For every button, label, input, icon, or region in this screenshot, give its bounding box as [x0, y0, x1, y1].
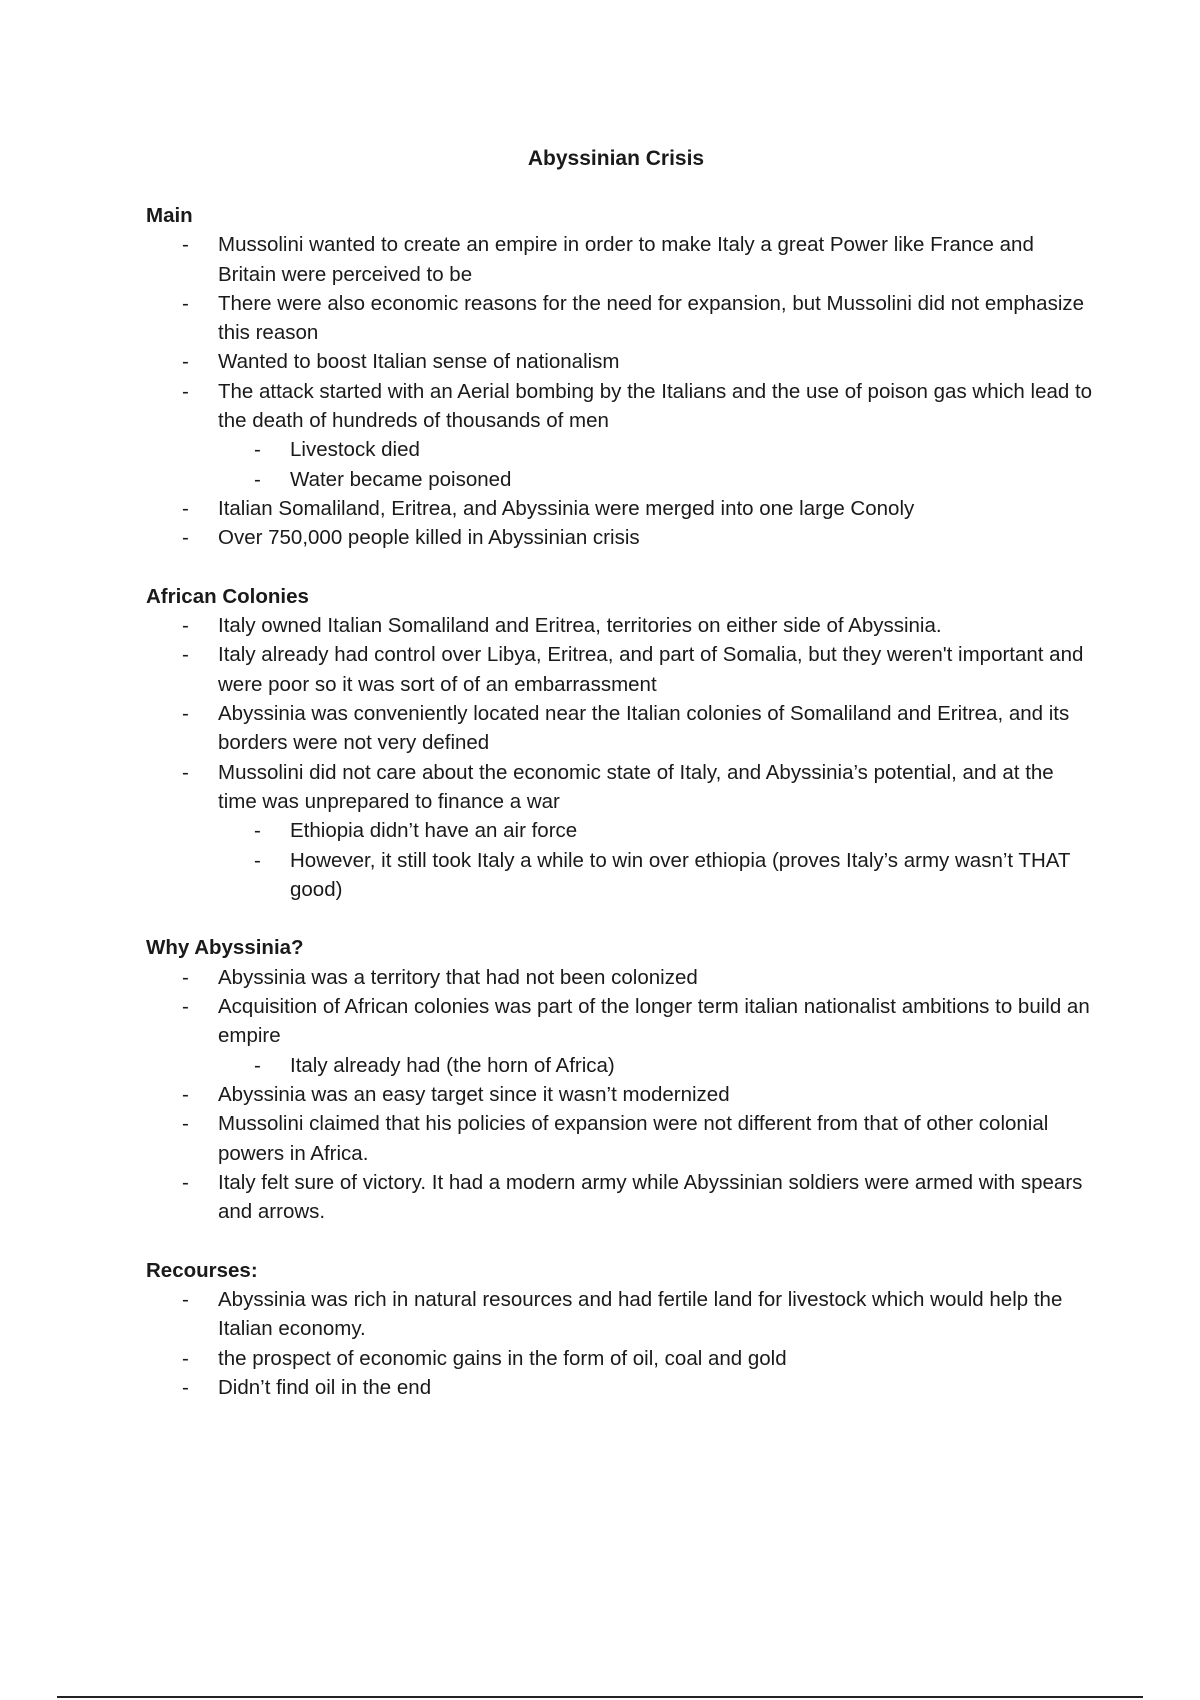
dash-bullet-icon: - — [182, 1346, 189, 1370]
document-body — [146, 201, 1096, 1431]
bullet-text: Italy owned Italian Somaliland and Eritrea, territories on either side of Abyssinia. — [218, 614, 942, 638]
bullet-text: Wanted to boost Italian sense of nationalism — [218, 350, 620, 374]
sub-bullet-list — [218, 435, 1096, 494]
section — [146, 582, 1096, 904]
bullet-item — [146, 640, 1096, 699]
bullet-item — [146, 523, 1096, 552]
section-heading: Recourses: — [146, 1258, 258, 1282]
bullet-text: Abyssinia was an easy target since it wasn’t modernized — [218, 1082, 730, 1106]
sub-bullet-list — [218, 816, 1096, 904]
sub-bullet-text: Water became poisoned — [290, 467, 512, 491]
bullet-list — [146, 230, 1096, 552]
bullet-item — [146, 494, 1096, 523]
dash-bullet-icon: - — [182, 760, 189, 784]
bullet-item — [146, 377, 1096, 494]
bullet-text: Abyssinia was rich in natural resources and had fertile land for livestock which would help the Italian economy. — [218, 1287, 1063, 1341]
bullet-text: Abyssinia was conveniently located near the Italian colonies of Somaliland and Eritrea, and its borders were not very defined — [218, 702, 1070, 755]
bullet-text: Over 750,000 people killed in Abyssinian crisis — [218, 526, 640, 550]
dash-bullet-icon: - — [182, 496, 189, 520]
sub-bullet-item — [218, 846, 1096, 905]
bullet-text: The attack started with an Aerial bombing by the Italians and the use of poison gas which lead to the death of hundreds of thousands of men — [218, 379, 1093, 433]
dash-bullet-icon: - — [182, 291, 189, 315]
dash-bullet-icon: - — [182, 995, 189, 1019]
sub-bullet-item — [218, 816, 1096, 845]
dash-bullet-icon: - — [182, 643, 189, 667]
bullet-text: Italian Somaliland, Eritrea, and Abyssinia were merged into one large Conoly — [218, 496, 915, 520]
bullet-item — [146, 1080, 1096, 1109]
bullet-item — [146, 1109, 1096, 1168]
bullet-item — [146, 1373, 1096, 1402]
bullet-item — [146, 992, 1096, 1080]
dash-bullet-icon: - — [254, 1053, 261, 1077]
bullet-text: Mussolini wanted to create an empire in order to make Italy a great Power like France and Britain were perceived to be — [218, 233, 1034, 286]
bullet-text: Italy felt sure of victory. It had a modern army while Abyssinian soldiers were armed with spears and arrows. — [218, 1170, 1083, 1224]
section — [146, 933, 1096, 1226]
sub-bullet-item — [218, 1051, 1096, 1080]
bullet-item — [146, 699, 1096, 758]
section — [146, 1256, 1096, 1402]
dash-bullet-icon: - — [182, 1375, 189, 1399]
sub-bullet-text: However, it still took Italy a while to win over ethiopia (proves Italy’s army wasn’t THAT good) — [290, 848, 1071, 901]
bullet-item — [146, 347, 1096, 376]
bullet-text: There were also economic reasons for the need for expansion, but Mussolini did not emphasize this reason — [218, 291, 1085, 345]
bullet-list — [146, 963, 1096, 1227]
bullet-text: Acquisition of African colonies was part of the longer term italian nationalist ambitions to build an empire — [218, 995, 1090, 1048]
sub-bullet-text: Italy already had (the horn of Africa) — [290, 1053, 615, 1077]
dash-bullet-icon: - — [182, 379, 189, 403]
sub-bullet-text: Livestock died — [290, 438, 420, 462]
sub-bullet-item — [218, 465, 1096, 494]
bullet-text: Mussolini claimed that his policies of expansion were not different from that of other colonial powers in Africa. — [218, 1112, 1049, 1165]
section-heading: Why Abyssinia? — [146, 936, 304, 960]
bullet-item — [146, 1285, 1096, 1344]
sub-bullet-text: Ethiopia didn’t have an air force — [290, 819, 578, 843]
sub-bullet-list — [218, 1051, 1096, 1080]
bullet-item — [146, 1168, 1096, 1227]
dash-bullet-icon: - — [254, 438, 261, 462]
bullet-item — [146, 963, 1096, 992]
dash-bullet-icon: - — [182, 702, 189, 726]
bullet-text: the prospect of economic gains in the form of oil, coal and gold — [218, 1346, 787, 1370]
dash-bullet-icon: - — [182, 614, 189, 638]
dash-bullet-icon: - — [182, 1170, 189, 1194]
bullet-item — [146, 289, 1096, 348]
bullet-text: Abyssinia was a territory that had not been colonized — [218, 965, 698, 989]
bullet-text: Italy already had control over Libya, Eritrea, and part of Somalia, but they weren't important and were poor so it was sort of of an embarrassment — [218, 643, 1084, 696]
sub-bullet-item — [218, 435, 1096, 464]
bullet-item — [146, 758, 1096, 904]
bullet-list — [146, 611, 1096, 904]
section-heading: Main — [146, 204, 193, 227]
footer-rule — [57, 1696, 1143, 1698]
section-heading: African Colonies — [146, 584, 309, 608]
dash-bullet-icon: - — [254, 848, 261, 872]
bullet-item — [146, 230, 1096, 289]
document-title: Abyssinian Crisis — [527, 147, 705, 170]
bullet-item — [146, 611, 1096, 640]
dash-bullet-icon: - — [182, 1082, 189, 1106]
dash-bullet-icon: - — [254, 467, 261, 491]
bullet-list — [146, 1285, 1096, 1402]
bullet-text: Didn’t find oil in the end — [218, 1375, 432, 1399]
dash-bullet-icon: - — [182, 1112, 189, 1136]
dash-bullet-icon: - — [182, 1287, 189, 1311]
dash-bullet-icon: - — [182, 350, 189, 374]
bullet-item — [146, 1344, 1096, 1373]
section — [146, 201, 1096, 553]
dash-bullet-icon: - — [182, 526, 189, 550]
dash-bullet-icon: - — [254, 819, 261, 843]
dash-bullet-icon: - — [182, 965, 189, 989]
bullet-text: Mussolini did not care about the economic state of Italy, and Abyssinia’s potential, and at the time was unprepared to finance a war — [218, 760, 1054, 813]
dash-bullet-icon: - — [182, 233, 189, 257]
